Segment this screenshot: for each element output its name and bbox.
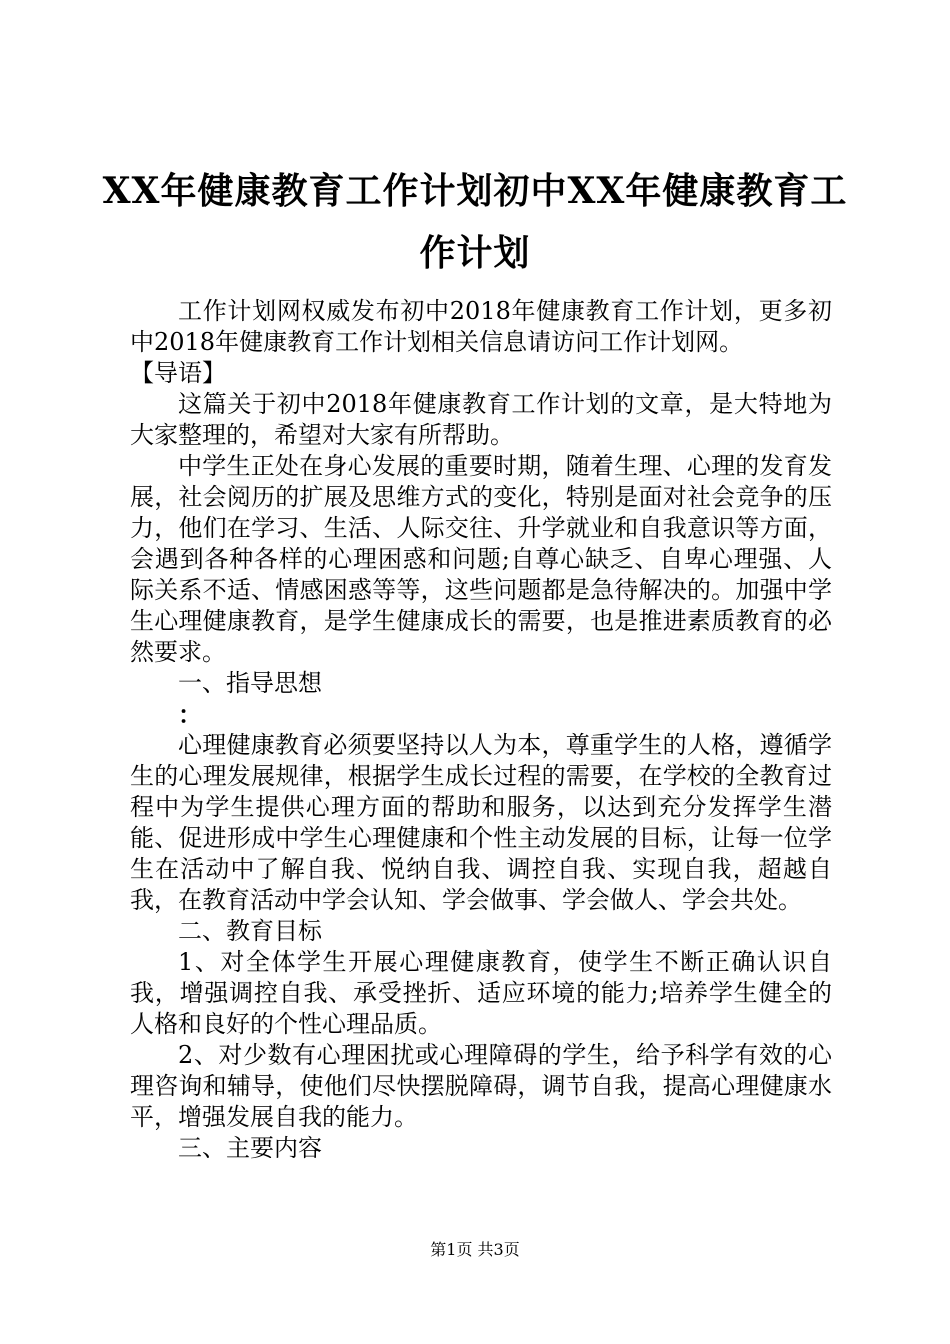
section-heading-guiding-ideology: 一、指导思想 (178, 669, 322, 697)
intro-paragraph: 工作计划网权威发布初中2018年健康教育工作计划，更多初中2018年健康教育工作计划相关信息请访问工作计划网。 (130, 297, 832, 356)
lead-paragraph: 这篇关于初中2018年健康教育工作计划的文章，是大特地为大家整理的，希望对大家有所帮助。 (130, 390, 832, 449)
document-title: XX年健康教育工作计划初中XX年健康教育工作计划 (102, 170, 848, 274)
colon-line: ： (178, 700, 202, 729)
document-body (130, 296, 832, 1164)
background-paragraph: 中学生正处在身心发展的重要时期，随着生理、心理的发育发展，社会阅历的扩展及思维方式的变化，特别是面对社会竞争的压力，他们在学习、生活、人际交往、升学就业和自我意识等方面，会遇到各种各样的心理困惑和问题;自尊心缺乏、自卑心理强、人际关系不适、情感困惑等等，这些问题都是急待解决的。加强中学生心理健康教育，是学生健康成长的需要，也是推进素质教育的必然要求。 (130, 452, 832, 666)
goal-item-1: 1、对全体学生开展心理健康教育，使学生不断正确认识自我，增强调控自我、承受挫折、适应环境的能力;培养学生健全的人格和良好的个性心理品质。 (130, 948, 832, 1038)
section-heading-education-goals: 二、教育目标 (178, 917, 322, 945)
goal-item-2: 2、对少数有心理困扰或心理障碍的学生，给予科学有效的心理咨询和辅导，使他们尽快摆脱障碍，调节自我，提高心理健康水平，增强发展自我的能力。 (130, 1041, 832, 1131)
page-footer: 第1页 共3页 (430, 1240, 520, 1259)
lead-label: 【导语】 (130, 359, 226, 387)
section-heading-main-content: 三、主要内容 (178, 1134, 322, 1162)
guiding-ideology-paragraph: 心理健康教育必须要坚持以人为本，尊重学生的人格，遵循学生的心理发展规律，根据学生成长过程的需要，在学校的全教育过程中为学生提供心理方面的帮助和服务，以达到充分发挥学生潜能、促进形成中学生心理健康和个性主动发展的目标，让每一位学生在活动中了解自我、悦纳自我、调控自我、实现自我，超越自我，在教育活动中学会认知、学会做事、学会做人、学会共处。 (130, 731, 832, 914)
